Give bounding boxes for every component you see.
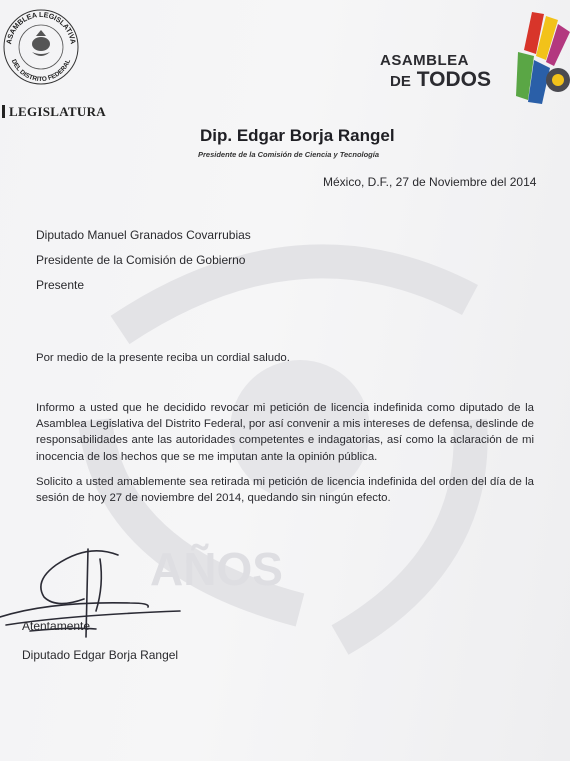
recipient-name: Diputado Manuel Granados Covarrubias bbox=[36, 228, 251, 242]
seal-text-top: ASAMBLEA LEGISLATIVA bbox=[4, 9, 78, 45]
watermark-text: AÑOS bbox=[150, 543, 283, 595]
body-paragraph-1: Informo a usted que he decidido revocar mi petición de licencia indefinida como diputado de la Asamblea Legislativa del Distrito Federal, por así convenir a mis intereses de defensa, deslinde de responsabilidades ante las autoridades competentes e indagatorias, así como la aclaración de mi inocencia de los hechos que se me imputan ante la opinión pública. bbox=[36, 402, 534, 463]
recipient-title: Presidente de la Comisión de Gobierno bbox=[36, 253, 246, 267]
brand-line1: ASAMBLEA bbox=[380, 52, 469, 69]
sender-title: Presidente de la Comisión de Ciencia y Tecnología bbox=[198, 150, 380, 159]
svg-text:DEL DISTRITO FEDERAL bbox=[10, 58, 72, 83]
body-paragraph-2: Solicito a usted amablemente sea retirada mi petición de licencia indefinida del orden del día de la sesión de hoy 27 de noviembre del 2014, quedando sin ningún efecto. bbox=[36, 476, 534, 505]
signer-name: Diputado Edgar Borja Rangel bbox=[22, 648, 179, 662]
legislature-label: LEGISLATURA bbox=[2, 104, 106, 120]
brand-line2: DE TODOS bbox=[390, 68, 491, 91]
greeting: Por medio de la presente reciba un cordial saludo. bbox=[36, 352, 290, 364]
seal-text-bottom: DEL DISTRITO FEDERAL bbox=[9, 58, 73, 84]
closing: Atentamente bbox=[22, 619, 91, 633]
brand-wordmark bbox=[380, 52, 510, 93]
sender-name: Dip. Edgar Borja Rangel bbox=[200, 126, 395, 145]
recipient-presence: Presente bbox=[36, 278, 85, 292]
brand-logo-icon bbox=[514, 10, 570, 106]
letter-date: México, D.F., 27 de Noviembre del 2014 bbox=[323, 175, 537, 189]
assembly-seal-logo bbox=[2, 8, 80, 86]
